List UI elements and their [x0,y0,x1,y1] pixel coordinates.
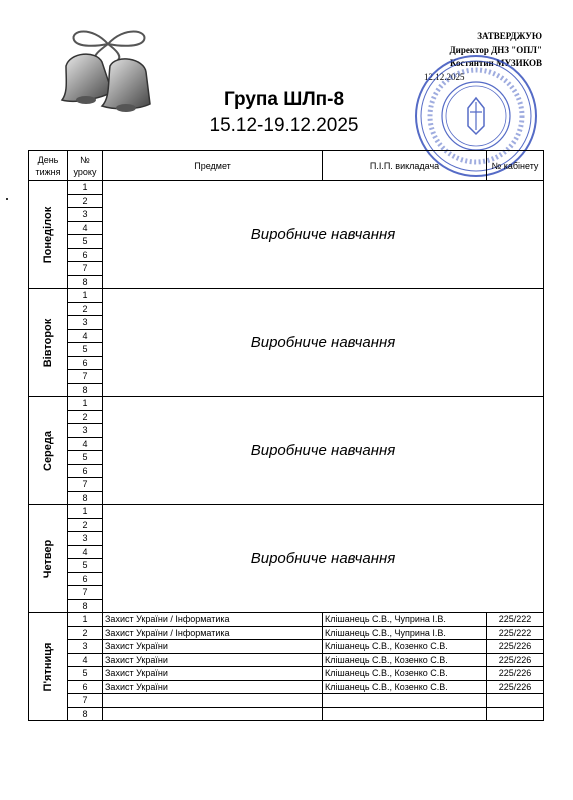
lesson-number: 8 [68,599,103,613]
approval-director: Костянтин МУЗИКОВ [449,58,542,68]
lesson-number: 6 [68,464,103,478]
table-row [29,707,544,721]
lesson-number: 4 [68,221,103,235]
lesson-number: 5 [68,667,103,681]
lesson-number: 7 [68,478,103,492]
teacher-cell: Клішанець С.В., Чуприна І.В. [323,613,487,627]
teacher-cell [323,694,487,708]
teacher-cell [323,707,487,721]
lesson-number: 1 [68,505,103,519]
table-row [29,626,544,640]
subject-cell: Захист України [103,653,323,667]
subject-cell: Захист України [103,680,323,694]
header-room: № кабінету [487,151,544,181]
lesson-number: 6 [68,356,103,370]
lesson-number: 4 [68,545,103,559]
table-row [29,667,544,681]
subject-cell: Захист України / Інформатика [103,626,323,640]
header-lesson: № уроку [68,151,103,181]
table-row [29,613,544,627]
merged-activity: Виробниче навчання [103,505,544,613]
bells-logo [52,26,164,116]
header-row [29,151,544,181]
teacher-cell: Клішанець С.В., Козенко С.В. [323,680,487,694]
week-dates: 15.12-19.12.2025 [209,115,359,136]
title-block [180,88,388,138]
day-name: Середа [42,430,54,471]
day-cell [29,397,68,505]
lesson-number: 4 [68,653,103,667]
table-row [29,397,544,411]
merged-activity: Виробниче навчання [103,289,544,397]
subject-cell [103,694,323,708]
lesson-number: 6 [68,680,103,694]
room-cell: 225/226 [487,680,544,694]
day-cell [29,181,68,289]
header-subject: Предмет [103,151,323,181]
day-name: Понеділок [42,206,54,263]
approval-position: Директор ДНЗ "ОПЛ" [449,44,542,55]
subject-cell: Захист України / Інформатика [103,613,323,627]
day-cell [29,505,68,613]
lesson-number: 2 [68,518,103,532]
schedule-table [28,150,544,721]
day-cell [29,289,68,397]
lesson-number: 3 [68,424,103,438]
scan-dot [6,198,8,200]
table-row [29,289,544,303]
table-row [29,640,544,654]
lesson-number: 2 [68,626,103,640]
teacher-cell: Клішанець С.В., Козенко С.В. [323,667,487,681]
lesson-number: 8 [68,491,103,505]
lesson-number: 5 [68,559,103,573]
room-cell [487,694,544,708]
lesson-number: 6 [68,572,103,586]
day-name: П'ятниця [42,642,54,691]
room-cell: 225/222 [487,626,544,640]
table-row [29,505,544,519]
lesson-number: 3 [68,316,103,330]
merged-activity: Виробниче навчання [103,397,544,505]
lesson-number: 1 [68,397,103,411]
day-name: Четвер [42,539,54,578]
subject-cell: Захист України [103,667,323,681]
lesson-number: 2 [68,194,103,208]
lesson-number: 3 [68,208,103,222]
subject-cell [103,707,323,721]
header-day: День тижня [29,151,68,181]
lesson-number: 7 [68,262,103,276]
day-name: Вівторок [42,318,54,367]
lesson-number: 3 [68,532,103,546]
lesson-number: 1 [68,289,103,303]
lesson-number: 4 [68,437,103,451]
lesson-number: 7 [68,694,103,708]
lesson-number: 8 [68,383,103,397]
lesson-number: 5 [68,343,103,357]
group-title: Група ШЛп-8 [223,89,345,110]
table-row [29,694,544,708]
lesson-number: 7 [68,586,103,600]
lesson-number: 2 [68,410,103,424]
lesson-number: 8 [68,707,103,721]
lesson-number: 8 [68,275,103,289]
room-cell [487,707,544,721]
room-cell: 225/226 [487,667,544,681]
table-row [29,181,544,195]
lesson-number: 3 [68,640,103,654]
room-cell: 225/222 [487,613,544,627]
merged-activity: Виробниче навчання [103,181,544,289]
lesson-number: 1 [68,181,103,195]
teacher-cell: Клішанець С.В., Козенко С.В. [323,653,487,667]
room-cell: 225/226 [487,640,544,654]
teacher-cell: Клішанець С.В., Козенко С.В. [323,640,487,654]
lesson-number: 1 [68,613,103,627]
lesson-number: 4 [68,329,103,343]
subject-cell: Захист України [103,640,323,654]
approval-date: 12.12.2025 [424,71,465,82]
approval-heading: ЗАТВЕРДЖУЮ [477,31,542,41]
teacher-cell: Клішанець С.В., Чуприна І.В. [323,626,487,640]
room-cell: 225/226 [487,653,544,667]
table-row [29,653,544,667]
day-cell [29,613,68,721]
lesson-number: 7 [68,370,103,384]
header-teacher: П.І.П. викладача [323,151,487,181]
lesson-number: 6 [68,248,103,262]
lesson-number: 2 [68,302,103,316]
lesson-number: 5 [68,451,103,465]
table-row [29,680,544,694]
lesson-number: 5 [68,235,103,249]
